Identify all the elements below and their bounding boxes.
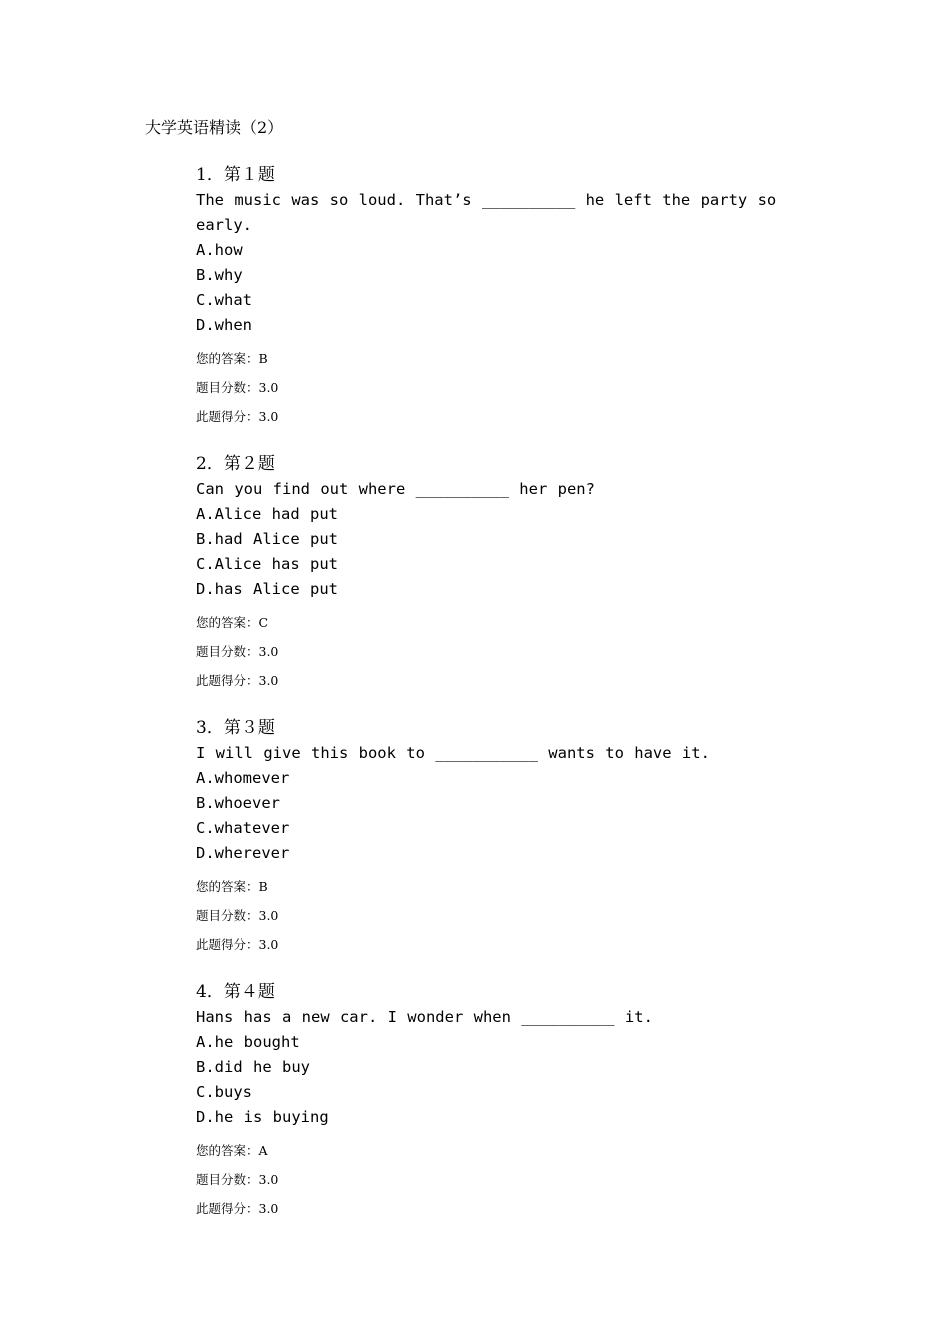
question-score: 题目分数：3.0 [196, 380, 279, 395]
question-stem: Hans has a new car. I wonder when __________ it. [196, 1008, 653, 1026]
your-answer: 您的答案：C [196, 615, 269, 630]
option-b: B.did he buy [196, 1058, 310, 1076]
question-stem: The music was so loud. That’s __________ he left the party so early. [196, 191, 787, 234]
question-heading: 3．第３题 [196, 718, 275, 738]
question-heading: 4．第４题 [196, 982, 275, 1002]
option-a: A.whomever [196, 769, 290, 787]
option-d: D.has Alice put [196, 580, 338, 598]
question-1 [196, 163, 796, 431]
your-answer: 您的答案：B [196, 351, 268, 366]
earned-score: 此题得分：3.0 [196, 1201, 279, 1216]
option-a: A.Alice had put [196, 505, 338, 523]
option-a: A.he bought [196, 1033, 300, 1051]
option-d: D.he is buying [196, 1108, 329, 1126]
question-stem: I will give this book to ___________ wants to have it. [196, 744, 710, 762]
earned-score: 此题得分：3.0 [196, 409, 279, 424]
option-c: C.whatever [196, 819, 290, 837]
question-heading: 2．第２题 [196, 454, 275, 474]
question-4 [196, 980, 796, 1223]
earned-score: 此题得分：3.0 [196, 937, 279, 952]
option-c: C.what [196, 291, 252, 309]
option-c: C.Alice has put [196, 555, 338, 573]
your-answer: 您的答案：B [196, 879, 268, 894]
option-b: B.why [196, 266, 243, 284]
option-d: D.when [196, 316, 252, 334]
option-b: B.whoever [196, 794, 280, 812]
question-score: 题目分数：3.0 [196, 644, 279, 659]
option-a: A.how [196, 241, 243, 259]
earned-score: 此题得分：3.0 [196, 673, 279, 688]
document-title: 大学英语精读（2） [145, 118, 284, 137]
question-heading: 1．第１题 [196, 165, 275, 185]
question-score: 题目分数：3.0 [196, 908, 279, 923]
question-3 [196, 716, 796, 959]
question-score: 题目分数：3.0 [196, 1172, 279, 1187]
option-b: B.had Alice put [196, 530, 338, 548]
question-2 [196, 452, 796, 695]
your-answer: 您的答案：A [196, 1143, 268, 1158]
question-stem: Can you find out where __________ her pen? [196, 480, 595, 498]
option-c: C.buys [196, 1083, 252, 1101]
option-d: D.wherever [196, 844, 290, 862]
